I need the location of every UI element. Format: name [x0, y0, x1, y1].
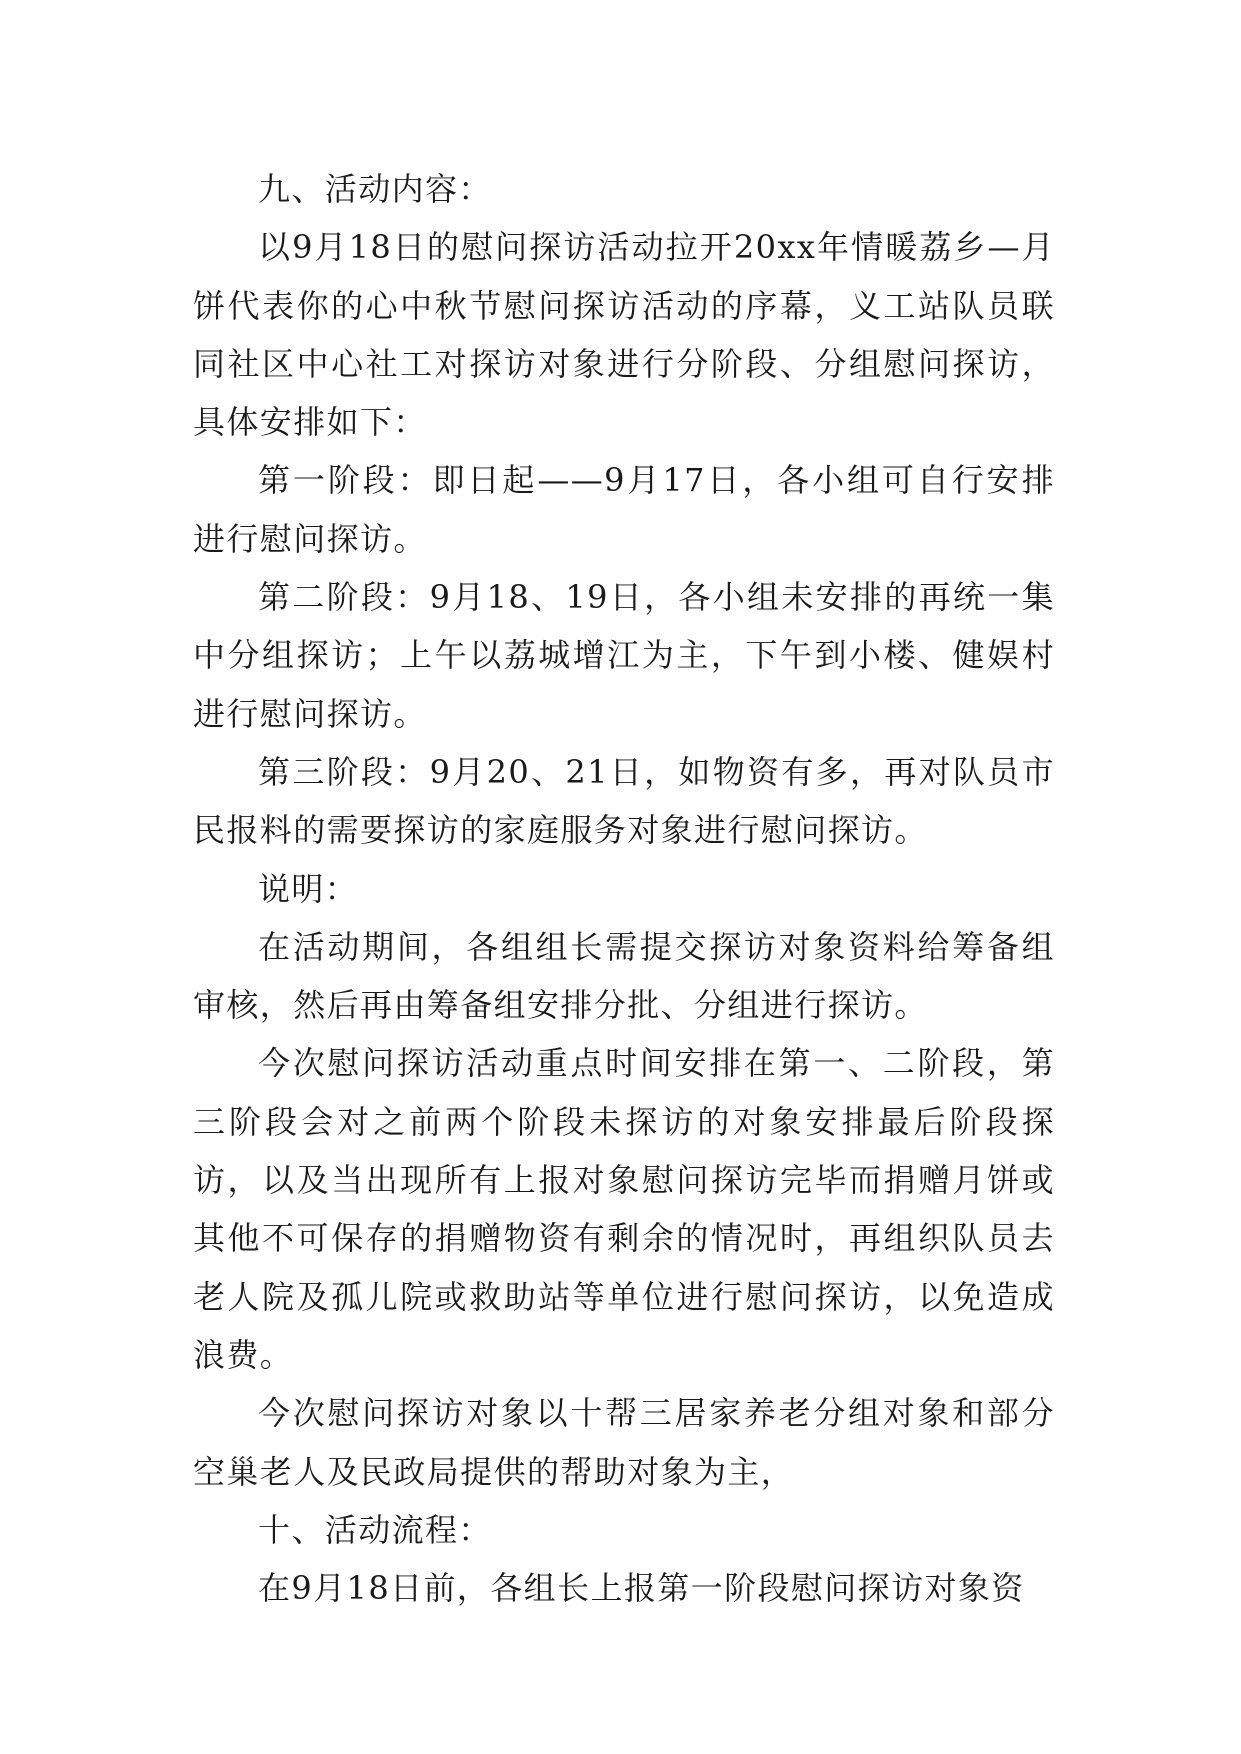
paragraph-process-start: 在9月18日前，各组长上报第一阶段慰问探访对象资 — [258, 1569, 1025, 1608]
paragraph-notes-review: 在活动期间，各组组长需提交探访对象资料给筹备组审核，然后再由筹备组安排分批、分组进行探访。 — [193, 927, 1055, 1025]
notes-heading: 说明： — [258, 869, 359, 908]
paragraph-stage-two: 第二阶段：9月18、19日，各小组未安排的再统一集中分组探访；上午以荔城增江为主，下午到小楼、健娱村进行慰问探访。 — [193, 578, 1055, 733]
paragraph-notes-targets: 今次慰问探访对象以十帮三居家养老分组对象和部分空巢老人及民政局提供的帮助对象为主， — [193, 1394, 1055, 1491]
paragraph-activity-intro: 以9月18日的慰问探访活动拉开20xx年情暖荔乡—月饼代表你的心中秋节慰问探访活动的序幕，义工站队员联同社区中心社工对探访对象进行分阶段、分组慰问探访，具体安排如下： — [193, 228, 1055, 442]
paragraph-stage-three: 第三阶段：9月20、21日，如物资有多，再对队员市民报料的需要探访的家庭服务对象进行慰问探访。 — [193, 752, 1055, 850]
section-heading-activity-content: 九、活动内容： — [258, 170, 492, 208]
paragraph-notes-schedule: 今次慰问探访活动重点时间安排在第一、二阶段，第三阶段会对之前两个阶段未探访的对象安排最后阶段探访，以及当出现所有上报对象慰问探访完毕而捐赠月饼或其他不可保存的捐赠物资有剩余的情况时，再组织队员去老人院及孤儿院或救助站等单位进行慰问探访，以免造成浪费。 — [193, 1044, 1055, 1374]
paragraph-stage-one: 第一阶段：即日起——9月17日，各小组可自行安排进行慰问探访。 — [193, 461, 1055, 558]
document-body — [193, 160, 1055, 1617]
section-heading-activity-process: 十、活动流程： — [258, 1510, 492, 1549]
